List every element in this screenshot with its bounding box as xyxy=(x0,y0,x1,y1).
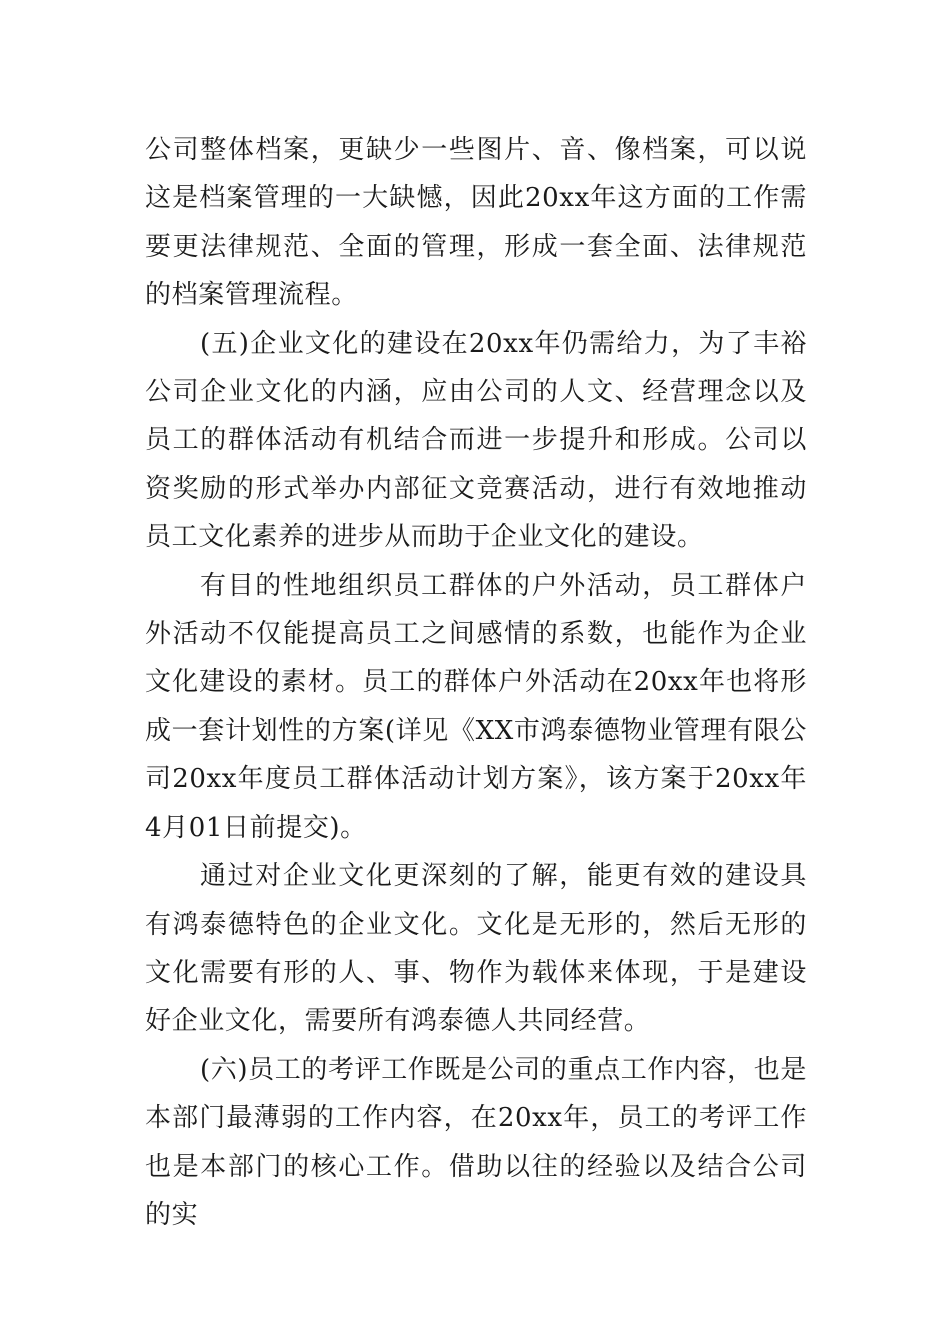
paragraph-culture-understanding: 通过对企业文化更深刻的了解，能更有效的建设具有鸿泰德特色的企业文化。文化是无形的，然后无形的文化需要有形的人、事、物作为载体来体现，于是建设好企业文化，需要所有鸿泰德人共同经营。 xyxy=(145,861,807,1037)
paragraph-corporate-culture: (五)企业文化的建设在20xx年仍需给力，为了丰裕公司企业文化的内涵，应由公司的人文、经营理念以及员工的群体活动有机结合而进一步提升和形成。公司以资奖励的形式举办内部征文竞赛活动，进行有效地推动员工文化素养的进步从而助于企业文化的建设。 xyxy=(145,328,807,553)
paragraph-employee-evaluation: (六)员工的考评工作既是公司的重点工作内容，也是本部门最薄弱的工作内容，在20xx年，员工的考评工作也是本部门的核心工作。借助以往的经验以及结合公司的实 xyxy=(145,1054,807,1230)
paragraph-archives: 公司整体档案，更缺少一些图片、音、像档案，可以说这是档案管理的一大缺憾，因此20xx年这方面的工作需要更法律规范、全面的管理，形成一套全面、法律规范的档案管理流程。 xyxy=(145,135,807,311)
document-body xyxy=(145,126,807,1239)
paragraph-outdoor-activities: 有目的性地组织员工群体的户外活动，员工群体户外活动不仅能提高员工之间感情的系数，也能作为企业文化建设的素材。员工的群体户外活动在20xx年也将形成一套计划性的方案(详见《XX市鸿泰德物业管理有限公司20xx年度员工群体活动计划方案》，该方案于20xx年4月01日前提交)。 xyxy=(145,570,807,843)
